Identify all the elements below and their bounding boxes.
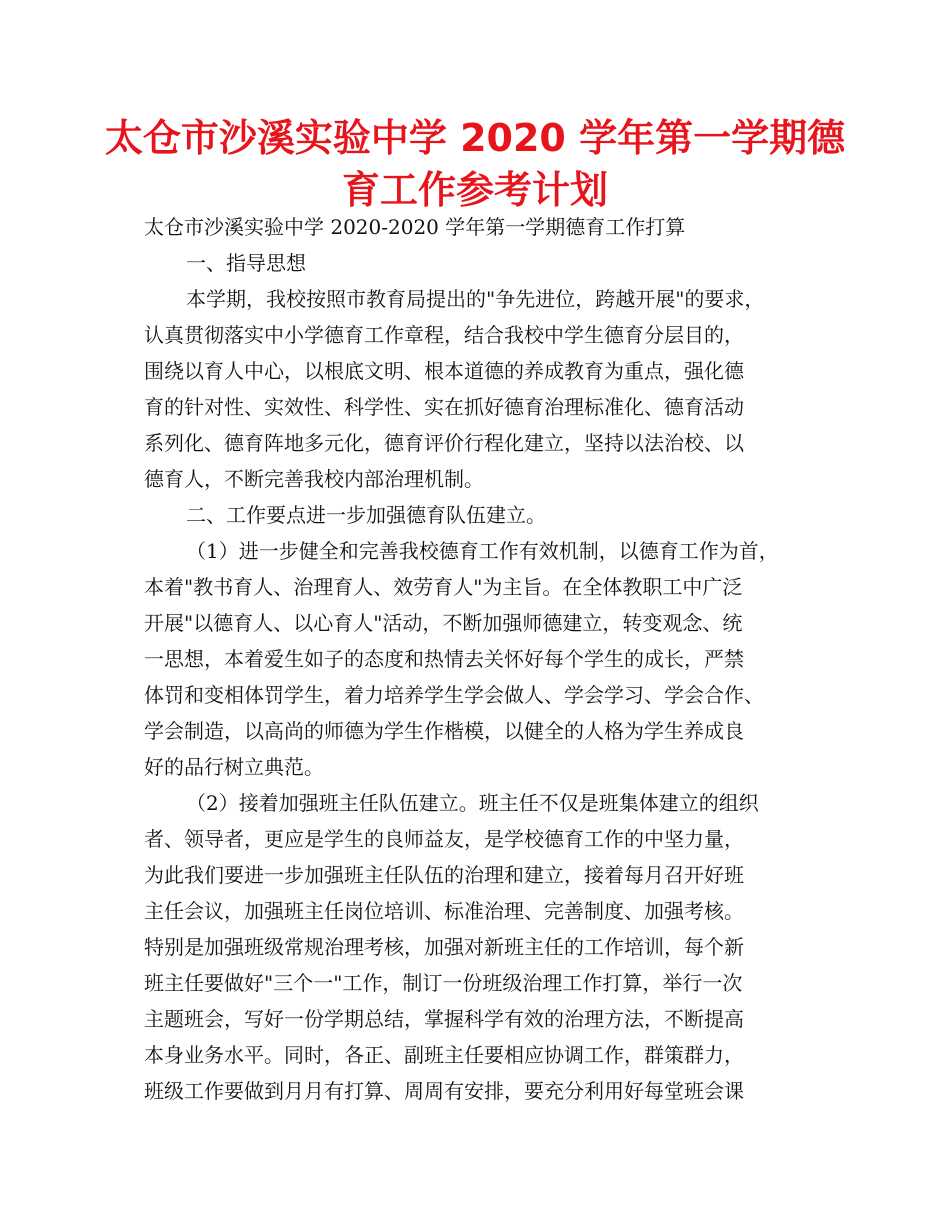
title-line-2: 育工作参考计划 — [341, 168, 608, 212]
paragraph-line: 育的针对性、实效性、科学性、实在抓好德育治理标准化、德育活动 — [144, 395, 744, 419]
paragraph-line: 者、领导者，更应是学生的良师益友，是学校德育工作的中坚力量， — [144, 827, 744, 851]
paragraph-line: 班主任要做好"三个一"工作，制订一份班级治理工作打算，举行一次 — [144, 971, 743, 995]
paragraph-line: 德育人，不断完善我校内部治理机制。 — [144, 467, 484, 491]
subtitle-line: 太仓市沙溪实验中学 2020-2020 学年第一学期德育工作打算 — [144, 215, 686, 239]
paragraph-line: 本身业务水平。同时，各正、副班主任要相应协调工作，群策群力， — [144, 1043, 744, 1067]
paragraph-line: 一思想，本着爱生如子的态度和热情去关怀好每个学生的成长，严禁 — [144, 647, 744, 671]
paragraph-line: （1）进一步健全和完善我校德育工作有效机制，以德育工作为首， — [186, 539, 779, 563]
paragraph-line: 本学期，我校按照市教育局提出的"争先进位，跨越开展"的要求， — [186, 287, 765, 311]
paragraph-line: 开展"以德育人、以心育人"活动，不断加强师德建立，转变观念、统 — [144, 611, 743, 635]
title-line-1: 太仓市沙溪实验中学 2020 学年第一学期德 — [104, 116, 846, 160]
paragraph-line: 认真贯彻落实中小学德育工作章程，结合我校中学生德育分层目的， — [144, 323, 744, 347]
paragraph-line: 主题班会，写好一份学期总结，掌握科学有效的治理方法，不断提高 — [144, 1007, 744, 1031]
paragraph-line: 本着"教书育人、治理育人、效劳育人"为主旨。在全体教职工中广泛 — [144, 575, 743, 599]
paragraph-line: 学会制造，以高尚的师德为学生作楷模，以健全的人格为学生养成良 — [144, 719, 744, 743]
paragraph-line: 好的品行树立典范。 — [144, 755, 324, 779]
paragraph-line: 特别是加强班级常规治理考核，加强对新班主任的工作培训，每个新 — [144, 935, 744, 959]
document-title — [0, 112, 950, 216]
paragraph-line: （2）接着加强班主任队伍建立。班主任不仅是班集体建立的组织 — [186, 791, 759, 815]
section-heading-1: 一、指导思想 — [186, 251, 306, 275]
paragraph-line: 班级工作要做到月月有打算、周周有安排，要充分利用好每堂班会课 — [144, 1079, 744, 1103]
paragraph-line: 为此我们要进一步加强班主任队伍的治理和建立，接着每月召开好班 — [144, 863, 744, 887]
paragraph-line: 主任会议，加强班主任岗位培训、标准治理、完善制度、加强考核。 — [144, 899, 744, 923]
section-heading-2: 二、工作要点进一步加强德育队伍建立。 — [186, 503, 546, 527]
paragraph-line: 围绕以育人中心，以根底文明、根本道德的养成教育为重点，强化德 — [144, 359, 744, 383]
paragraph-line: 系列化、德育阵地多元化，德育评价行程化建立，坚持以法治校、以 — [144, 431, 744, 455]
paragraph-line: 体罚和变相体罚学生，着力培养学生学会做人、学会学习、学会合作、 — [144, 683, 764, 707]
